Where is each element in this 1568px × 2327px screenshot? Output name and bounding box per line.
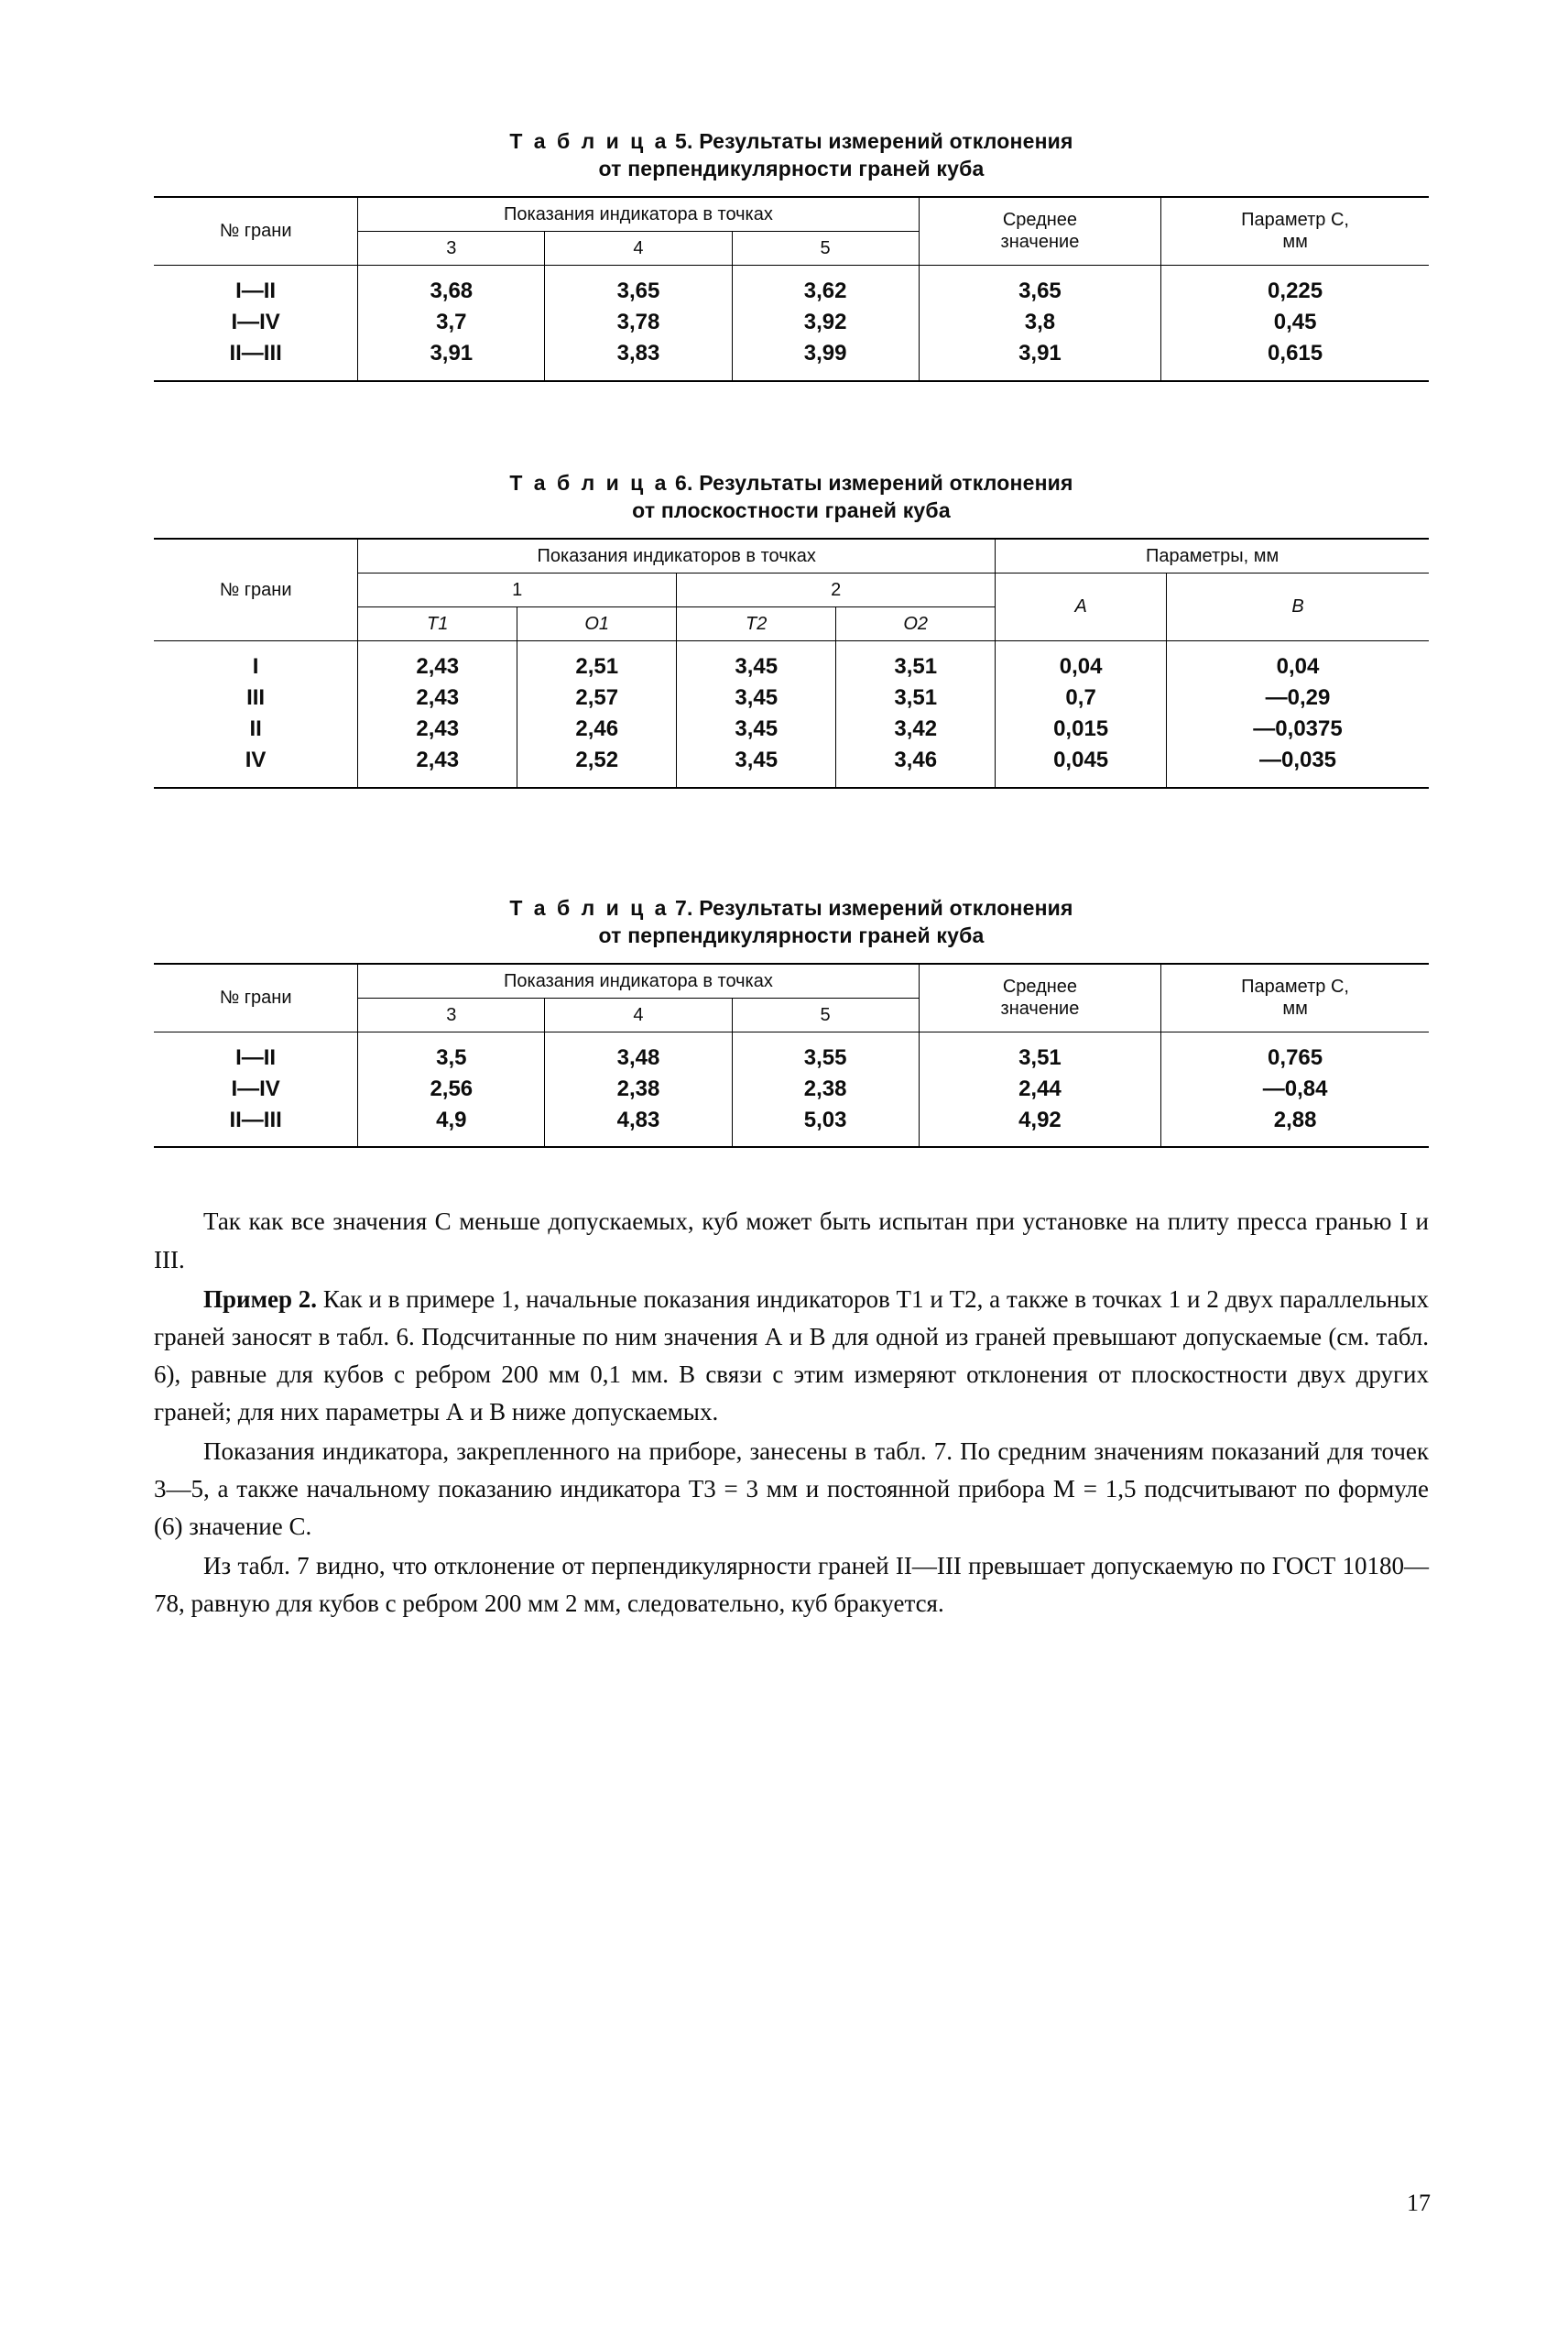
cell-param-c: 0,765 [1161, 1032, 1429, 1074]
cell-param-c: 0,225 [1161, 265, 1429, 307]
cell-face: I—II [154, 1032, 358, 1074]
col-header-point-4: 4 [545, 998, 732, 1032]
cell-point-3: 3,68 [358, 265, 545, 307]
col-header-points-group: Показания индикаторов в точках [358, 539, 996, 574]
table-5-head [154, 197, 1429, 266]
cell-param-b: —0,0375 [1167, 714, 1429, 745]
col-header-param-c-line1: Параметр С, [1241, 977, 1349, 998]
table-row [154, 307, 1429, 338]
cell-t2: 3,45 [677, 683, 836, 714]
cell-point-4: 4,83 [545, 1105, 732, 1147]
cell-point-4: 3,78 [545, 307, 732, 338]
col-header-param-c-line2: мм [1282, 999, 1308, 1020]
body-text [154, 1203, 1429, 1622]
cell-point-4: 3,83 [545, 338, 732, 380]
table-row [154, 683, 1429, 714]
cell-point-3: 2,56 [358, 1074, 545, 1105]
cell-face: I—IV [154, 1074, 358, 1105]
cell-point-4: 3,48 [545, 1032, 732, 1074]
table-6-block [154, 470, 1429, 789]
table-header-row [154, 197, 1429, 232]
cell-o2: 3,51 [836, 683, 996, 714]
col-header-param-c [1161, 197, 1429, 266]
cell-o1: 2,46 [517, 714, 677, 745]
col-header-mean [919, 197, 1160, 266]
cell-o2: 3,51 [836, 640, 996, 683]
table-row [154, 640, 1429, 683]
col-header-t1: Т1 [358, 606, 517, 640]
table-row [154, 265, 1429, 307]
col-header-face: № грани [154, 964, 358, 1032]
col-header-param-c-line2: мм [1282, 232, 1308, 253]
paragraph-4: Из табл. 7 видно, что отклонение от перпендикулярности граней II—III превышает допускаемую по ГОСТ 10180—78, равную для кубов с ребром 200 мм 2 мм, следовательно, куб бракуется. [154, 1551, 1429, 1617]
cell-param-b: —0,035 [1167, 745, 1429, 787]
col-header-param-a: А [996, 573, 1167, 640]
col-header-mean-line1: Среднее [1002, 977, 1078, 998]
cell-t1: 2,43 [358, 745, 517, 787]
cell-t1: 2,43 [358, 640, 517, 683]
paragraph-2 [154, 1281, 1429, 1431]
cell-face: I—II [154, 265, 358, 307]
table-6-caption-title-1: Результаты измерений отклонения [699, 470, 1073, 495]
cell-point-3: 3,5 [358, 1032, 545, 1074]
cell-face: II—III [154, 338, 358, 380]
cell-point-5: 3,55 [732, 1032, 919, 1074]
col-header-point-5: 5 [732, 998, 919, 1032]
cell-param-a: 0,04 [996, 640, 1167, 683]
table-6-head [154, 539, 1429, 641]
table-5-caption-title-1: Результаты измерений отклонения [699, 129, 1073, 153]
cell-o2: 3,42 [836, 714, 996, 745]
table-5-block [154, 128, 1429, 382]
cell-param-c: 2,88 [1161, 1105, 1429, 1147]
page-number: 17 [1407, 2190, 1431, 2216]
table-6-body [154, 640, 1429, 788]
paragraph-2-text: Как и в примере 1, начальные показания индикаторов Т1 и Т2, а также в точках 1 и 2 двух параллельных граней заносят в табл. 6. Подсчитанные по ним значения А и В для одной из граней превышают допускаемые (см. табл. 6), равные для кубов с ребром 200 мм 0,1 мм. В связи с этим измеряют отклонения от плоскостности двух других граней; для них параметры А и В ниже допускаемых. [154, 1284, 1430, 1426]
cell-o1: 2,52 [517, 745, 677, 787]
cell-t1: 2,43 [358, 683, 517, 714]
table-5-caption-title-2: от перпендикулярности граней куба [598, 156, 985, 180]
table-row [154, 745, 1429, 787]
page-content [154, 128, 1429, 1622]
cell-face: I—IV [154, 307, 358, 338]
table-5-caption-number: 5. [675, 129, 693, 153]
cell-point-3: 3,7 [358, 307, 545, 338]
table-7-caption-label: Т а б л и ц а [509, 895, 670, 920]
col-header-o1: О1 [517, 606, 677, 640]
col-header-mean-line2: значение [1000, 232, 1080, 253]
table-7-body [154, 1032, 1429, 1147]
cell-param-b: —0,29 [1167, 683, 1429, 714]
col-header-t2: Т2 [677, 606, 836, 640]
cell-param-a: 0,7 [996, 683, 1167, 714]
table-6-caption [154, 470, 1429, 525]
paragraph-1: Так как все значения С меньше допускаемых, куб может быть испытан при установке на плиту пресса гранью I и III. [154, 1207, 1429, 1273]
cell-param-a: 0,045 [996, 745, 1167, 787]
col-header-mean-line2: значение [1000, 999, 1080, 1020]
cell-mean: 4,92 [919, 1105, 1160, 1147]
table-6-caption-label: Т а б л и ц а [509, 470, 670, 495]
table-5-caption-label: Т а б л и ц а [509, 129, 670, 153]
cell-face: IV [154, 745, 358, 787]
cell-param-c: —0,84 [1161, 1074, 1429, 1105]
col-header-mean-line1: Среднее [1002, 210, 1078, 231]
col-header-point-4: 4 [545, 231, 732, 265]
cell-t2: 3,45 [677, 745, 836, 787]
cell-face: II—III [154, 1105, 358, 1147]
cell-point-5: 3,92 [732, 307, 919, 338]
table-row [154, 1032, 1429, 1074]
cell-t2: 3,45 [677, 640, 836, 683]
table-7-caption-number: 7. [675, 895, 693, 920]
cell-mean: 3,8 [919, 307, 1160, 338]
cell-t1: 2,43 [358, 714, 517, 745]
cell-o1: 2,57 [517, 683, 677, 714]
col-header-face: № грани [154, 539, 358, 641]
table-row [154, 338, 1429, 380]
col-header-point-3: 3 [358, 231, 545, 265]
example-2-label: Пример 2. [203, 1284, 318, 1313]
col-header-param-c [1161, 964, 1429, 1032]
col-header-points-group: Показания индикатора в точках [358, 964, 919, 999]
table-7-head [154, 964, 1429, 1032]
cell-point-5: 3,62 [732, 265, 919, 307]
table-7-block [154, 895, 1429, 1149]
cell-param-b: 0,04 [1167, 640, 1429, 683]
col-header-point-2: 2 [677, 573, 996, 606]
col-header-o2: О2 [836, 606, 996, 640]
table-7-caption-title-2: от перпендикулярности граней куба [598, 923, 985, 947]
table-7-caption [154, 895, 1429, 950]
table-7 [154, 963, 1429, 1149]
cell-face: II [154, 714, 358, 745]
spacer [154, 382, 1429, 470]
col-header-param-b: В [1167, 573, 1429, 640]
table-6 [154, 538, 1429, 789]
table-row [154, 1074, 1429, 1105]
table-5-caption [154, 128, 1429, 183]
col-header-mean [919, 964, 1160, 1032]
col-header-point-5: 5 [732, 231, 919, 265]
cell-point-4: 3,65 [545, 265, 732, 307]
cell-face: I [154, 640, 358, 683]
cell-mean: 2,44 [919, 1074, 1160, 1105]
cell-point-5: 5,03 [732, 1105, 919, 1147]
cell-mean: 3,65 [919, 265, 1160, 307]
cell-point-5: 3,99 [732, 338, 919, 380]
table-row [154, 714, 1429, 745]
cell-mean: 3,51 [919, 1032, 1160, 1074]
table-row [154, 1105, 1429, 1147]
table-6-caption-title-2: от плоскостности граней куба [632, 497, 951, 522]
col-header-face: № грани [154, 197, 358, 266]
table-7-caption-title-1: Результаты измерений отклонения [699, 895, 1073, 920]
cell-mean: 3,91 [919, 338, 1160, 380]
cell-param-a: 0,015 [996, 714, 1167, 745]
cell-param-c: 0,615 [1161, 338, 1429, 380]
table-6-caption-number: 6. [675, 470, 693, 495]
table-5 [154, 196, 1429, 382]
col-header-params-group: Параметры, мм [996, 539, 1429, 574]
cell-point-5: 2,38 [732, 1074, 919, 1105]
paragraph-3: Показания индикатора, закрепленного на приборе, занесены в табл. 7. По средним значениям показаний для точек 3—5, а также начальному показанию индикатора Т3 = 3 мм и постоянной прибора М = 1,5 подсчитывают по формуле (6) значение С. [154, 1437, 1429, 1540]
col-header-points-group: Показания индикатора в точках [358, 197, 919, 232]
cell-point-4: 2,38 [545, 1074, 732, 1105]
table-5-body [154, 265, 1429, 380]
table-header-row [154, 964, 1429, 999]
table-header-row [154, 539, 1429, 574]
cell-o1: 2,51 [517, 640, 677, 683]
cell-point-3: 4,9 [358, 1105, 545, 1147]
cell-t2: 3,45 [677, 714, 836, 745]
spacer [154, 789, 1429, 895]
cell-o2: 3,46 [836, 745, 996, 787]
col-header-point-3: 3 [358, 998, 545, 1032]
cell-point-3: 3,91 [358, 338, 545, 380]
col-header-point-1: 1 [358, 573, 677, 606]
cell-param-c: 0,45 [1161, 307, 1429, 338]
col-header-param-c-line1: Параметр С, [1241, 210, 1349, 231]
cell-face: III [154, 683, 358, 714]
